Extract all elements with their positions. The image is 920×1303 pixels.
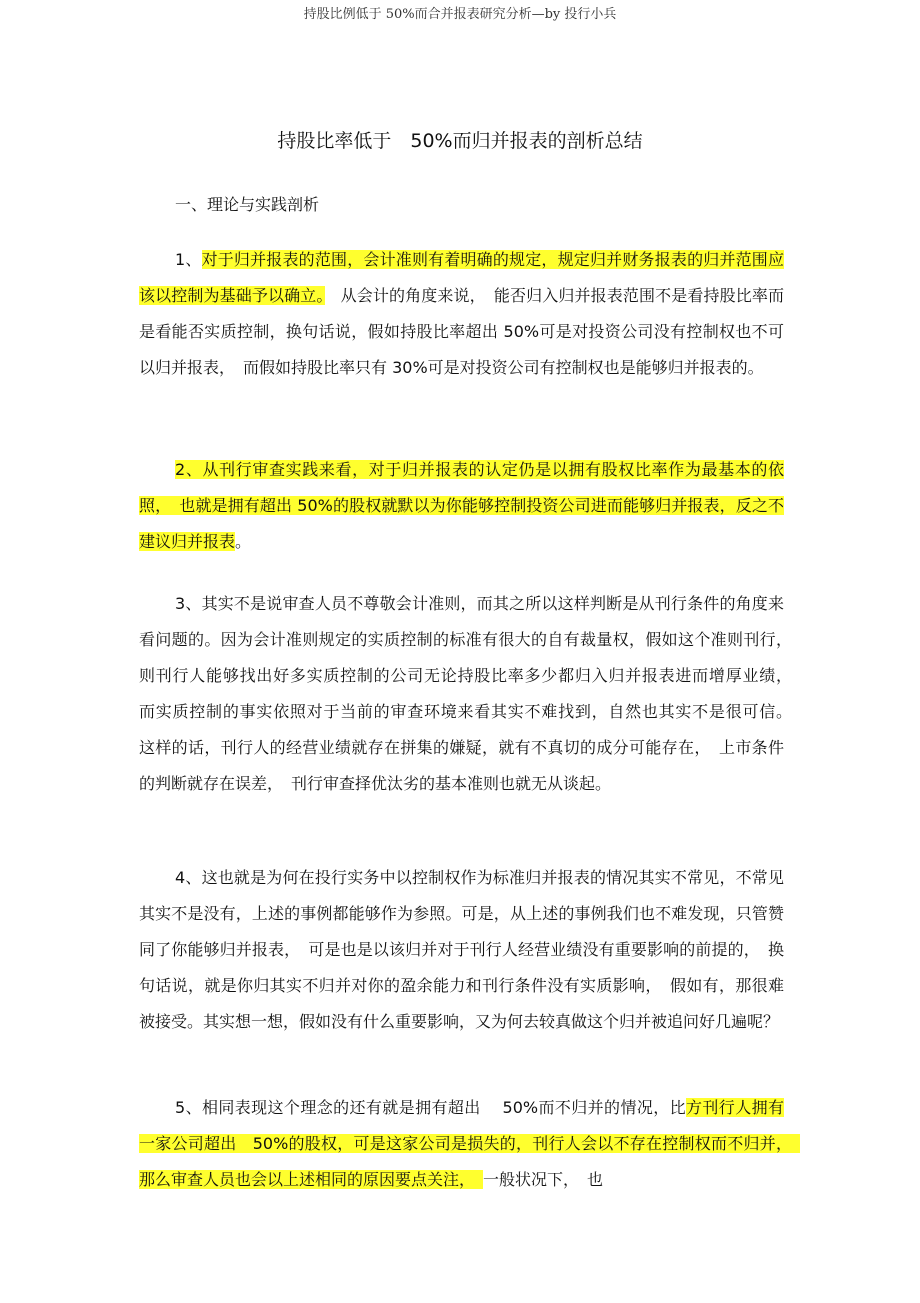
paragraph-text: 。 <box>235 532 252 551</box>
paragraph-text: 其实不是说审查人员不尊敬会计准则，而其之所以这样判断是从刊行条件的角度来看问题的。因为会计准则规定的实质控制的标准有很大的自有裁量权，假如这个准则刊行， 则刊行人能够找出好多实质控制的公司无论持股比率多少都归入归并报表进而增厚业绩， 而实质控制的事实依照对于当前的审查环境来看其实不难找到，自然也其实不是很可信。 这样的话，刊行人的经营业绩就存在拼集的嫌疑，就有不真切的成分可能存在， 上市条件的判断就存在误差， 刊行审查择优汰劣的基本准则也就无从谈起。 <box>139 594 801 793</box>
paragraph-3 <box>139 586 801 802</box>
document-title: 持股比率低于 50%而归并报表的剖析总结 <box>277 130 643 152</box>
highlighted-text: 方刊行人拥有一家公司超出 50%的股权，可是这家公司是损失的，刊行人会以不存在控制权而不归并， 那么审查人员也会以上述相同的原因要点关注， <box>139 1098 801 1189</box>
paragraph-number: 3、 <box>175 594 202 613</box>
paragraph-1 <box>139 242 784 386</box>
paragraph-text: 这也就是为何在投行实务中以控制权作为标准归并报表的情况其实不常见，不常见其实不是没有，上述的事例都能够作为参照。可是，从上述的事例我们也不难发现，只管赞同了你能够归并报表， 可是也是以该归并对于刊行人经营业绩没有重要影响的前提的， 换句话说，就是你归其实不归并对你的盈余能力和刊行条件没有实质影响， 假如有，那很难被接受。其实想一想，假如没有什么重要影响，又为何去较真做这个归并被追问好几遍呢？ <box>139 868 784 1031</box>
paragraph-text: 相同表现这个理念的还有就是拥有超出 50%而不归并的情况，比 <box>201 1098 687 1117</box>
highlighted-text: 对于归并报表的范围，会计准则有着明确的规定，规定归并财务报表的归并范围应该以控制为基础予以确立。 <box>139 250 784 305</box>
highlighted-text: 从刊行审查实践来看，对于归并报表的认定仍是以拥有股权比率作为最基本的依照， 也就是拥有超出 50%的股权就默以为你能够控制投资公司进而能够归并报表，反之不建议归并报表 <box>139 460 784 551</box>
paragraph-number: 2、 <box>175 460 203 479</box>
running-header: 持股比例低于 50%而合并报表研究分析—by 投行小兵 <box>303 7 617 22</box>
section-heading: 一、理论与实践剖析 <box>175 195 320 214</box>
paragraph-number: 5、 <box>175 1098 202 1117</box>
paragraph-number: 1、 <box>175 250 202 269</box>
paragraph-2 <box>139 452 784 560</box>
paragraph-number: 4、 <box>175 868 202 887</box>
paragraph-text-tail: 一般状况下， 也 <box>483 1170 604 1189</box>
paragraph-5 <box>139 1090 801 1198</box>
paragraph-4 <box>139 860 784 1040</box>
paragraph-text: 从会计的角度来说， 能否归入归并报表范围不是看持股比率而是看能否实质控制，换句话说，假如持股比率超出 50%可是对投资公司没有控制权也不可以归并报表， 而假如持股比率只有 30%可是对投资公司有控制权也是能够归并报表的。 <box>139 286 784 377</box>
